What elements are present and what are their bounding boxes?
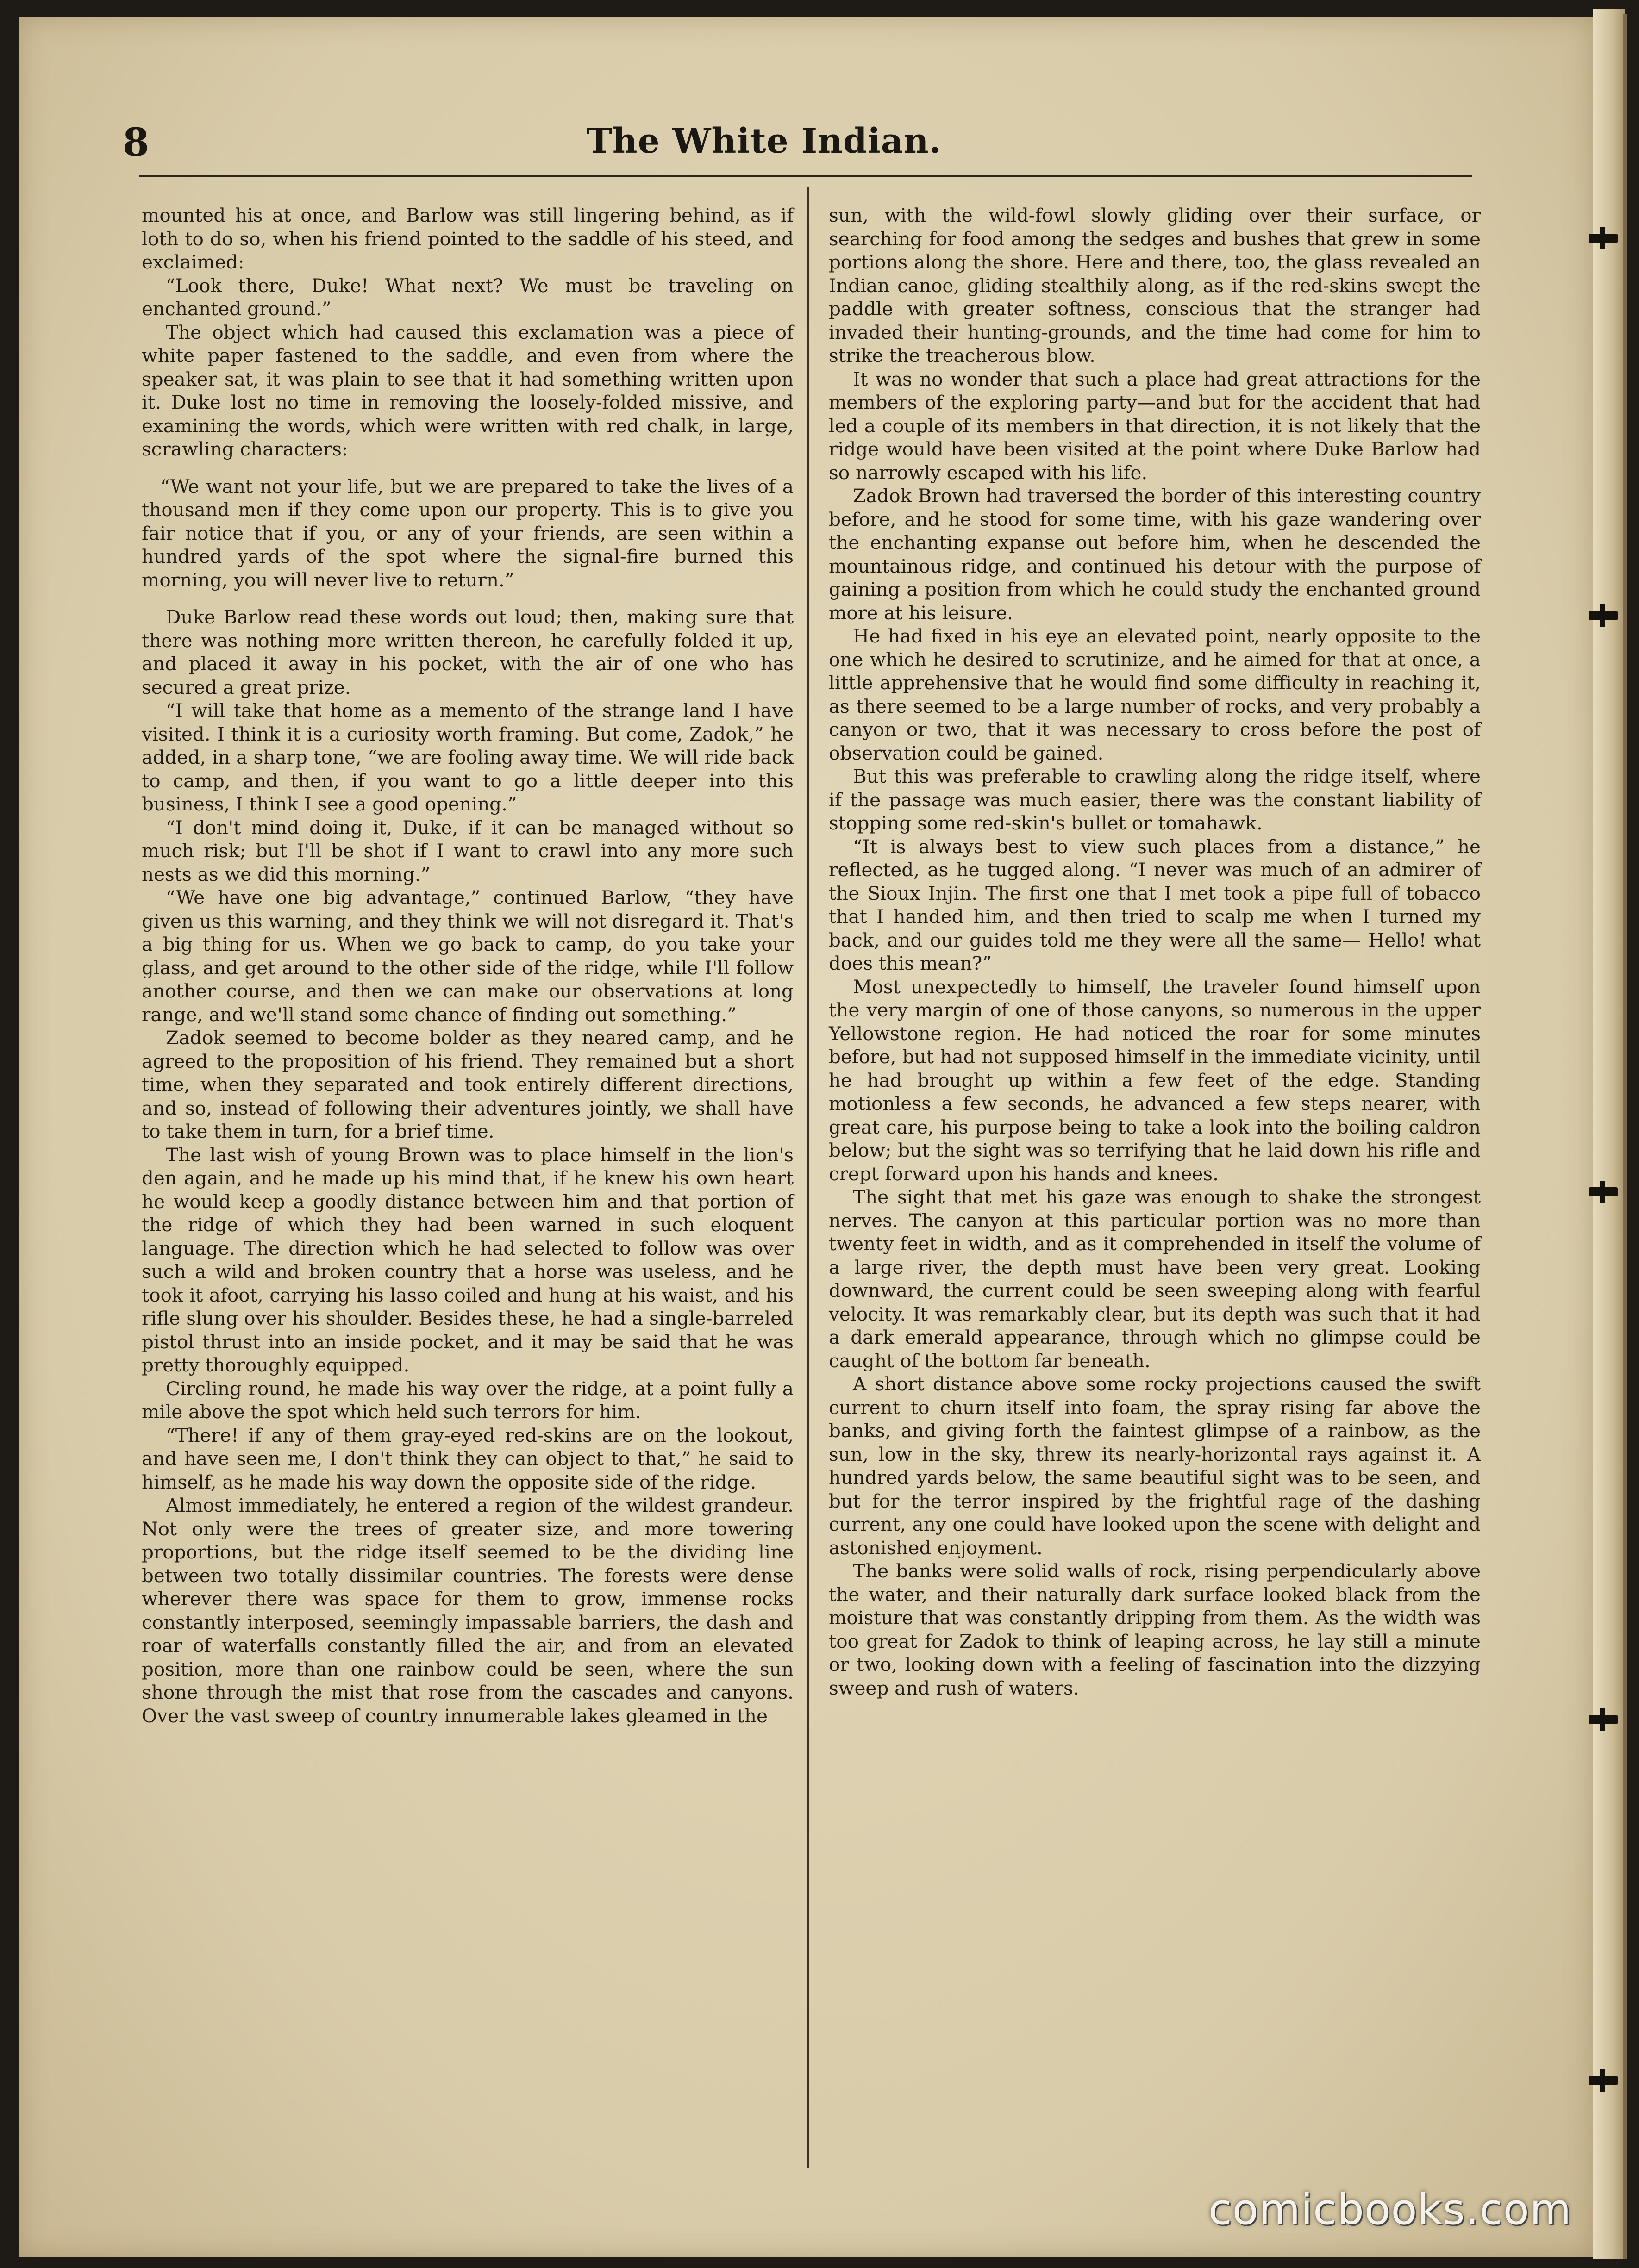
paragraph: mounted his at once, and Barlow was still lingering behind, as if loth to do so, when his friend pointed to the saddle of his steed, and exclaimed: <box>142 204 794 273</box>
left-column <box>142 204 794 1727</box>
paragraph: “I don't mind doing it, Duke, if it can be managed without so much risk; but I'll be shot if I want to crawl into any more such nests as we did this morning.” <box>142 816 794 885</box>
paragraph: Zadok seemed to become bolder as they neared camp, and he agreed to the proposition of his friend. They remained but a short time, when they separated and took entirely different directions, and so, instead of following their adventures jointly, we shall have to take them in turn, for a brief time. <box>142 1027 794 1142</box>
running-title: The White Indian. <box>586 121 942 161</box>
paragraph: But this was preferable to crawling along the ridge itself, where if the passage was much easier, there was the constant liability of stopping some red-skin's bullet or tomahawk. <box>829 765 1481 834</box>
page-fold <box>1593 9 1625 2259</box>
paragraph: The banks were solid walls of rock, rising perpendicularly above the water, and their naturally dark surface looked black from the moisture that was constantly dripping from them. As the width was too great for Zadok to think of leaping across, he lay still a minute or two, looking down with a feeling of fascination into the dizzying sweep and rush of waters. <box>829 1560 1481 1699</box>
staple-mark <box>1589 2076 1618 2085</box>
paragraph: Most unexpectedly to himself, the traveler found himself upon the very margin of one of those canyons, so numerous in the upper Yellowstone region. He had noticed the roar for some minutes before, but had not supposed himself in the immediate vicinity, until he had brought up within a few feet of the edge. Standing motionless a few seconds, he advanced a few steps nearer, with great care, his purpose being to take a look into the boiling caldron below; but the sight was so terrifying that he laid down his rifle and crept forward upon his hands and knees. <box>829 975 1481 1185</box>
paragraph: “Look there, Duke! What next? We must be traveling on enchanted ground.” <box>142 274 794 320</box>
watermark: comicbooks.com <box>1208 2185 1572 2234</box>
paragraph: Duke Barlow read these words out loud; then, making sure that there was nothing more written thereon, he carefully folded it up, and placed it away in his pocket, with the air of one who has secured a great prize. <box>142 606 794 698</box>
page-number: 8 <box>123 120 150 165</box>
paragraph: Almost immediately, he entered a region of the wildest grandeur. Not only were the trees of greater size, and more towering proportions, but the ridge itself seemed to be the dividing line between two totally dissimilar countries. The forests were dense wherever there was space for them to grow, immense rocks constantly interposed, seemingly impassable barriers, the dash and roar of waterfalls constantly filled the air, and from an elevated position, more than one rainbow could be seen, where the sun shone through the mist that rose from the cascades and canyons. Over the vast sweep of country innumerable lakes gleamed in the <box>142 1494 794 1727</box>
paragraph: The last wish of young Brown was to place himself in the lion's den again, and he made up his mind that, if he knew his own heart he would keep a goodly distance between him and that portion of the ridge of which they had been warned in such eloquent language. The direction which he had selected to follow was over such a wild and broken country that a horse was useless, and he took it afoot, carrying his lasso coiled and hung at his waist, and his rifle slung over his shoulder. Besides these, he had a single-barreled pistol thrust into an inside pocket, and it may be said that he was pretty thoroughly equipped. <box>142 1143 794 1376</box>
staple-mark <box>1589 1187 1618 1196</box>
paragraph: “It is always best to view such places from a distance,” he reflected, as he tugged along. “I never was much of an admirer of the Sioux Injin. The first one that I met took a pipe full of tobacco that I handed him, and then tried to scalp me when I turned my back, and our guides told me they were all the same— Hello! what does this mean?” <box>829 835 1481 974</box>
page-fold-edge <box>1623 14 1627 2259</box>
paragraph: A short distance above some rocky projections caused the swift current to churn itself into foam, the spray rising far above the banks, and giving forth the faintest glimpse of a rainbow, as the sun, low in the sky, threw its nearly-horizontal rays against it. A hundred yards below, the same beautiful sight was to be seen, and but for the terror inspired by the frightful rage of the dashing current, any one could have looked upon the scene with delight and astonished enjoyment. <box>829 1373 1481 1559</box>
paragraph: “I will take that home as a memento of the strange land I have visited. I think it is a curiosity worth framing. But come, Zadok,” he added, in a sharp tone, “we are fooling away time. We will ride back to camp, and then, if you want to go a little deeper into this business, I think I see a good opening.” <box>142 699 794 815</box>
paragraph: “There! if any of them gray-eyed red-skins are on the lookout, and have seen me, I don't think they can object to that,” he said to himself, as he made his way down the opposite side of the ridge. <box>142 1424 794 1493</box>
paragraph: Circling round, he made his way over the ridge, at a point fully a mile above the spot which held such terrors for him. <box>142 1377 794 1423</box>
paragraph: The sight that met his gaze was enough to shake the strongest nerves. The canyon at this particular portion was no more than twenty feet in width, and as it comprehended in itself the volume of a large river, the depth must have been very great. Looking downward, the current could be seen sweeping along with fearful velocity. It was remarkably clear, but its depth was such that it had a dark emerald appearance, through which no glimpse could be caught of the bottom far beneath. <box>829 1186 1481 1372</box>
right-column <box>829 204 1481 1700</box>
paragraph: The object which had caused this exclamation was a piece of white paper fastened to the saddle, and even from where the speaker sat, it was plain to see that it had something written upon it. Duke lost no time in removing the loosely-folded missive, and examining the words, which were written with red chalk, in large, scrawling characters: <box>142 321 794 460</box>
staple-mark <box>1589 234 1618 243</box>
paragraph: It was no wonder that such a place had great attractions for the members of the exploring party—and but for the accident that had led a couple of its members in that direction, it is not likely that the ridge would have been visited at the point where Duke Barlow had so narrowly escaped with his life. <box>829 368 1481 484</box>
header-rule <box>139 175 1472 177</box>
paragraph-quoted-note: “We want not your life, but we are prepared to take the lives of a thousand men if they come upon our property. This is to give you fair notice that if you, or any of your friends, are seen within a hundred yards of the spot where the signal-fire burned this morning, you will never live to return.” <box>142 475 794 591</box>
staple-mark <box>1589 1715 1618 1724</box>
staple-mark <box>1589 611 1618 620</box>
paragraph: “We have one big advantage,” continued Barlow, “they have given us this warning, and they think we will not disregard it. That's a big thing for us. When we go back to camp, do you take your glass, and get around to the other side of the ridge, while I'll follow another course, and then we can make our observations at long range, and we'll stand some chance of finding out something.” <box>142 886 794 1026</box>
paragraph: He had fixed in his eye an elevated point, nearly opposite to the one which he desired to scrutinize, and he aimed for that at once, a little apprehensive that he would find some difficulty in reaching it, as there seemed to be a large number of rocks, and very probably a canyon or two, that it was necessary to cross before the post of observation could be gained. <box>829 625 1481 764</box>
paragraph: sun, with the wild-fowl slowly gliding over their surface, or searching for food among the sedges and bushes that grew in some portions along the shore. Here and there, too, the glass revealed an Indian canoe, gliding stealthily along, as if the red-skins swept the paddle with greater softness, conscious that the stranger had invaded their hunting-grounds, and the time had come for him to strike the treacherous blow. <box>829 204 1481 367</box>
paragraph: Zadok Brown had traversed the border of this interesting country before, and he stood for some time, with his gaze wandering over the enchanting expanse out before him, when he descended the mountainous ridge, and continued his detour with the purpose of gaining a position from which he could study the enchanted ground more at his leisure. <box>829 485 1481 624</box>
column-divider <box>807 187 809 2168</box>
